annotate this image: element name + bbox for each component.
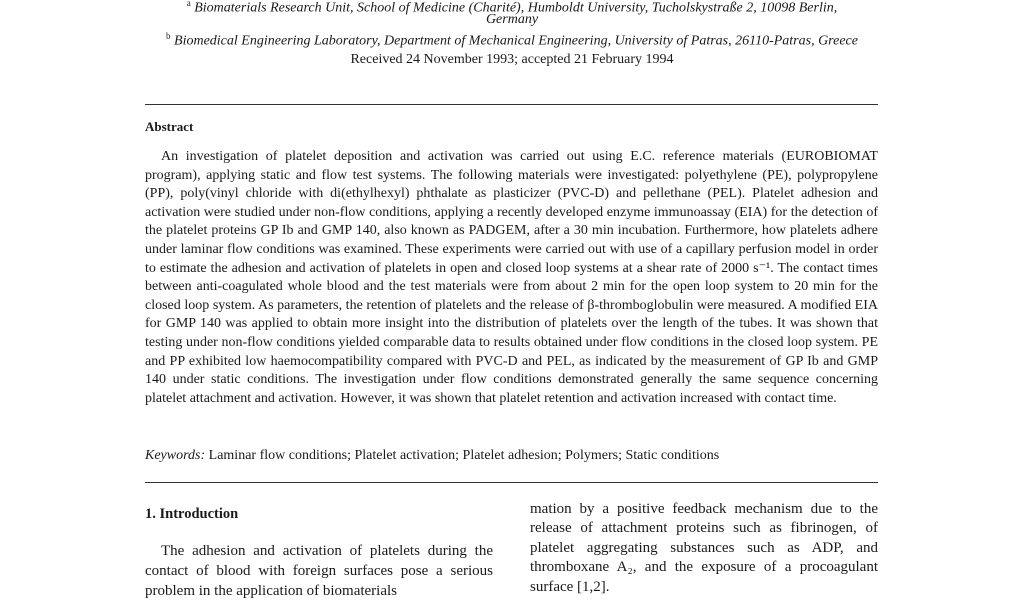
intro-right-column: mation by a positive feedback mechanism due to the release of attachment proteins such as fibrinogen, of platelet aggregating substances such as ADP, and thromboxane A₂, and the exposure of a procoagulant surface [1,2]. [530, 501, 878, 595]
keywords-text: Laminar flow conditions; Platelet activation; Platelet adhesion; Polymers; Static conditions [208, 448, 720, 463]
divider-top [145, 104, 878, 105]
affiliation-b [0, 27, 1024, 51]
intro-left-column: The adhesion and activation of platelets during the contact of blood with foreign surfaces pose a serious problem in the application of biomaterials [145, 543, 493, 599]
affiliation-a-line2: Germany [485, 12, 539, 27]
abstract-body: An investigation of platelet deposition and activation was carried out using E.C. reference materials (EUROBIOMAT program), applying static and flow test systems. The following materials were investigated: polyethylene (PE), polypropylene (PP), poly(vinyl chloride with di(ethylhexyl) phthalate as plasticizer (PVC-D) and pellethane (PEL). Platelet adhesion and activation were studied under non-flow conditions, applying a recently developed enzyme immunoassay (EIA) for the detection of the platelet proteins GP Ib and GMP 140, also known as PADGEM, after a 30 min incubation. Furthermore, how platelets adhere under laminar flow conditions was examined. These experiments were carried out with use of a capillary perfusion model in order to estimate the adhesion and activation of platelets in open and closed loop systems at a shear rate of 2000 s⁻¹. The contact times between anti-coagulated whole blood and the test materials were from about 2 min for the open loop system to 20 min for the closed loop system. As parameters, the retention of platelets and the release of β-thromboglobulin were measured. A modified EIA for GMP 140 was applied to obtain more insight into the distribution of platelets over the length of the tubes. It was shown that testing under non-flow conditions yielded comparable data to results obtained under flow conditions in the closed loop system. PE and PP exhibited low haemocompatibility compared with PVC-D and PEL, as indicated by the measurement of GP Ib and GMP 140 under static conditions. The investigation under flow conditions demonstrated generally the same sequence concerning platelet attachment and activation. However, it was shown that platelet retention and activation increased with contact time. [145, 149, 878, 406]
keywords-label: Keywords: [145, 448, 206, 463]
received-dates: Received 24 November 1993; accepted 21 February 1994 [350, 52, 674, 67]
keywords-line [145, 448, 719, 464]
affiliation-b-text: Biomedical Engineering Laboratory, Department of Mechanical Engineering, University of Patras, 26110-Patras, Greece [174, 33, 858, 49]
affiliation-a-marker: a [186, 0, 191, 8]
affiliation-b-marker: b [166, 31, 171, 41]
section-heading-introduction: 1. Introduction [145, 506, 239, 522]
abstract-heading: Abstract [145, 119, 194, 134]
divider-bottom [145, 482, 878, 483]
affiliation-a-text: Biomaterials Research Unit, School of Medicine (Charité), Humboldt University, Tucholskystraße 2, 10098 Berlin, [194, 0, 838, 16]
